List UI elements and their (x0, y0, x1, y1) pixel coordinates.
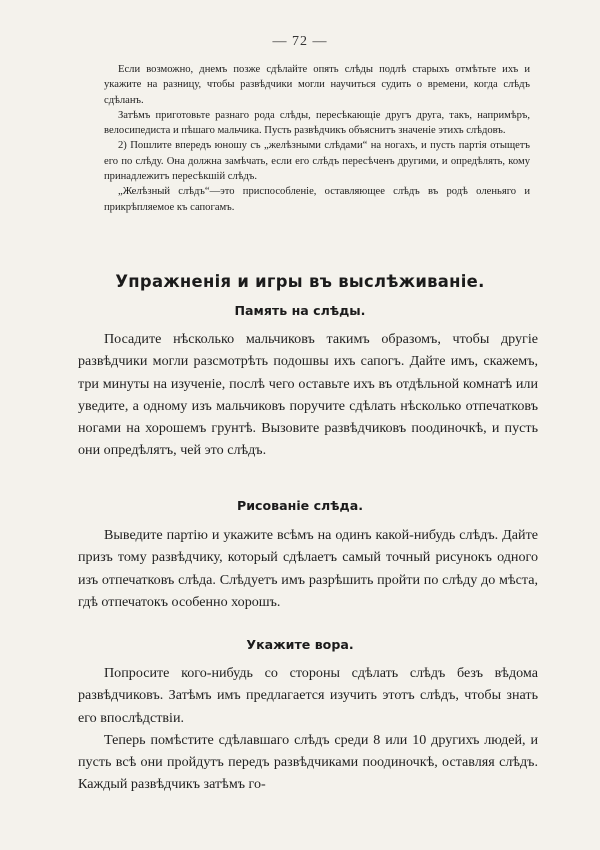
footnote-block (104, 62, 530, 215)
section-body-thief (78, 662, 538, 796)
paragraph: Теперь помѣстите сдѣлавшаго слѣдъ среди 8 или 10 другихъ людей, и пусть всѣ они пройдутъ передъ развѣдчиками поодиночкѣ, оставляя слѣдъ. Каждый развѣдчикъ затѣмъ го- (78, 731, 538, 793)
footnote-paragraph-2: Затѣмъ приготовьте разнаго рода слѣды, пересѣкающіе другъ друга, такъ, напримѣръ, велосипедиста и пѣшаго мальчика. Пусть развѣдчикъ объяснитъ значеніе этихъ слѣдовъ. (104, 109, 530, 137)
footnote-paragraph-4: „Желѣзный слѣдъ“—это приспособленіе, оставляющее слѣдъ въ родѣ оленьяго и прикрѣпляемое къ сапогамъ. (104, 186, 530, 213)
section-title-drawing: Рисованіе слѣда. (237, 498, 363, 513)
footnote-paragraph-1: Если возможно, днемъ позже сдѣлайте опять слѣды подлѣ старыхъ отмѣтьте ихъ и укажите на разницу, чтобы развѣдчики могли научиться судить о времени, когда слѣдъ сдѣланъ. (104, 64, 530, 106)
chapter-title: Упражненія и игры въ выслѣживаніе. (115, 272, 485, 291)
footnote-paragraph-3: 2) Пошлите впередъ юношу съ „желѣзными слѣдами“ на ногахъ, и пусть партія отыщетъ его по слѣду. Она должна замѣчать, если его слѣдъ пересѣченъ другими, и опредѣлять, кому принадлежитъ пересѣкшій слѣдъ. (104, 140, 530, 183)
paragraph: Выведите партію и укажите всѣмъ на одинъ какой-нибудь слѣдъ. Дайте призъ тому развѣдчику, который сдѣлаетъ самый точный рисунокъ одного изъ отпечатковъ слѣда. Слѣдуетъ имъ разрѣшить пройти по слѣду до мѣста, гдѣ отпечатокъ особенно хорошъ. (78, 527, 538, 610)
paragraph: Попросите кого-нибудь со стороны сдѣлать слѣдъ безъ вѣдома развѣдчиковъ. Затѣмъ имъ предлагается изучить этотъ слѣдъ, чтобы знать его впослѣдствіи. (78, 665, 538, 726)
section-body-drawing (78, 524, 538, 613)
section-body-memory (78, 328, 538, 462)
page-number: — 72 — (272, 34, 328, 49)
paragraph: Посадите нѣсколько мальчиковъ такимъ образомъ, чтобы другіе развѣдчики могли разсмотрѣть подошвы ихъ сапогъ. Дайте имъ, скажемъ, три минуты на изученіе, послѣ чего оставьте ихъ въ отдѣльной комнатѣ или уведите, а одному изъ мальчиковъ поручите сдѣлать нѣсколько отпечатковъ ногами на хорошемъ грунтѣ. Вызовите развѣдчиковъ поодиночкѣ, и пусть они опредѣлятъ, чей это слѣдъ. (78, 331, 538, 459)
section-title-memory: Память на слѣды. (234, 303, 366, 318)
section-title-thief: Укажите вора. (246, 637, 354, 652)
